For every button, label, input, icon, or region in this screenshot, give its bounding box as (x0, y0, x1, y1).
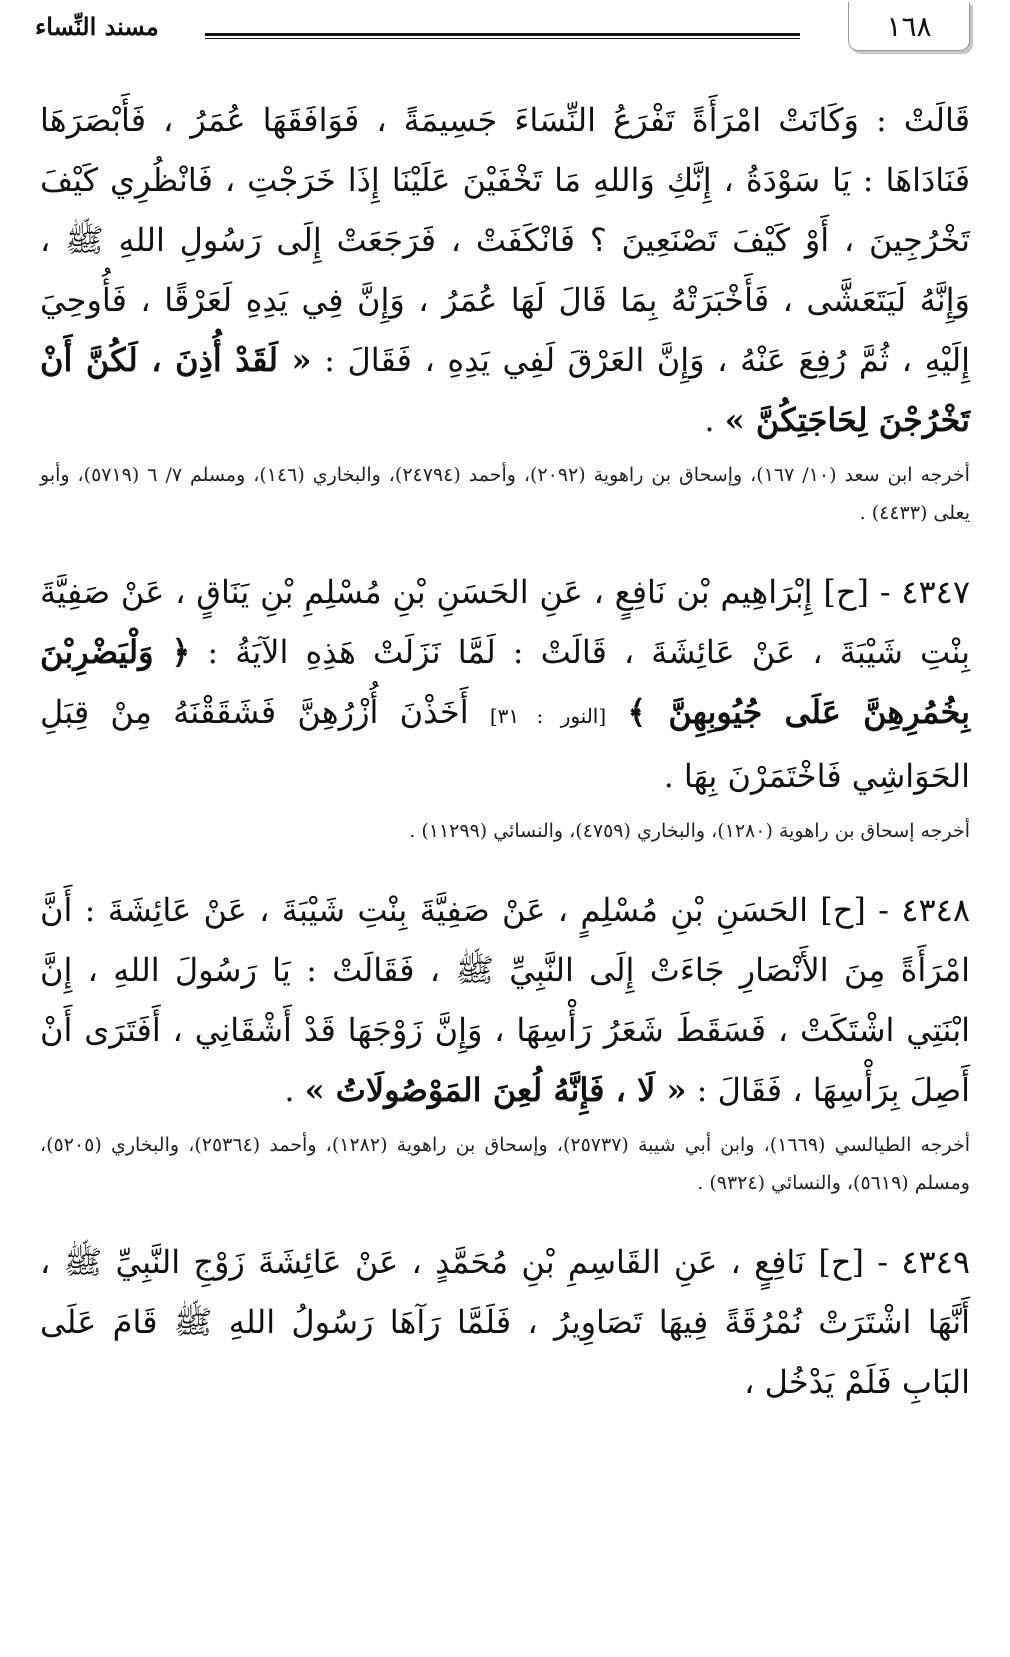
passage-end: . (704, 401, 715, 439)
hadith-number: ٤٣٤٧ - [ح] (823, 573, 971, 611)
page-number-tab (848, 2, 970, 51)
hadith-text-end: أَخَذْنَ أُزْرُهِنَّ فَشَقَقْنَهُ مِنْ قِبَلِ الحَوَاشِي فَاخْتَمَرْنَ بِهَا . (40, 693, 970, 795)
passage-continuation (40, 90, 970, 450)
verse-reference: [النور : ٣١] (489, 704, 607, 728)
hadith-4347 (40, 562, 970, 806)
hadith-text: نَافِعٍ ، عَنِ القَاسِمِ بْنِ مُحَمَّدٍ ، عَنْ عَائِشَةَ زَوْجِ النَّبِيِّ ﷺ ، أَنَّهَا اشْتَرَتْ نُمْرُقَةً فِيهَا تَصَاوِيرُ ، فَلَمَّا رَآهَا رَسُولُ اللهِ ﷺ قَامَ عَلَى البَابِ فَلَمْ يَدْخُل ، (40, 1243, 970, 1401)
hadith-text-end: . (284, 1071, 295, 1109)
page-number: ١٦٨ (886, 9, 932, 43)
page-header (0, 0, 1010, 70)
hadith-text: الحَسَنِ بْنِ مُسْلِمٍ ، عَنْ صَفِيَّةَ بِنْتِ شَيْبَةَ ، عَنْ عَائِشَةَ : أَنَّ امْرَأَةً مِنَ الأَنْصَارِ جَاءَتْ إِلَى النَّبِيِّ ﷺ ، فَقَالَتْ : يَا رَسُولَ اللهِ ، إِنَّ ابْنَتِي اشْتَكَتْ ، فَسَقَطَ شَعَرُ رَأْسِهَا ، وَإِنَّ زَوْجَهَا قَدْ أَشْقَانِي ، أَفَتَرَى أَنْ أَصِلَ بِرَأْسِهَا ، فَقَالَ : (40, 891, 970, 1109)
hadith-number: ٤٣٤٨ - [ح] (820, 891, 971, 929)
hadith-text: إِبْرَاهِيم بْن نَافِعٍ ، عَنِ الحَسَنِ بْنِ مُسْلِمِ بْنِ يَنَاقٍ ، عَنْ صَفِيَّةَ بِنْتِ شَيْبَةَ ، عَنْ عَائِشَةَ ، قَالَتْ : لَمَّا نَزَلَتْ هَذِهِ الآيَةُ : (40, 573, 971, 671)
takhrij-note: أخرجه ابن سعد (١٠/ ١٦٧)، وإسحاق بن راهوية (٢٠٩٢)، وأحمد (٢٤٧٩٤)، والبخاري (١٤٦)، ومسلم ٧/ ٦ (٥٧١٩)، وأبو يعلى (٤٤٣٣) . (40, 464, 970, 524)
hadith-4349 (40, 1232, 970, 1412)
prophetic-quote: « لَقَدْ أُذِنَ ، لَكُنَّ أَنْ تَخْرُجْنَ لِحَاجَتِكُنَّ » (40, 341, 970, 439)
hadith-4348 (40, 880, 970, 1120)
hadith-number: ٤٣٤٩ - [ح] (818, 1243, 971, 1281)
header-rule (205, 33, 800, 36)
prophetic-quote: « لَا ، فَإِنَّهُ لُعِنَ المَوْصُولَاتُ » (304, 1071, 687, 1109)
takhrij-note: أخرجه الطيالسي (١٦٦٩)، وابن أبي شيبة (٢٥٧٣٧)، وإسحاق بن راهوية (١٢٨٢)، وأحمد (٢٥٣٦٤)، والبخاري (٥٢٠٥)، ومسلم (٥٦١٩)، والنسائي (٩٣٢٤) . (40, 1134, 970, 1194)
running-title: مسند النِّساء (35, 12, 159, 41)
quran-verse: ﴿ وَلْيَضْرِبْنَ بِخُمُرِهِنَّ عَلَى جُيُوبِهِنَّ ﴾ (40, 633, 971, 731)
page-body (40, 90, 970, 1412)
takhrij-note: أخرجه إسحاق بن راهوية (١٢٨٠)، والبخاري (٤٧٥٩)، والنسائي (١١٢٩٩) . (409, 820, 970, 842)
passage-text: قَالَتْ : وَكَانَتْ امْرَأَةً تَفْرَعُ النِّسَاءَ جَسِيمَةً ، فَوَافَقَهَا عُمَرُ ، فَأَبْصَرَهَا فَنَادَاهَا : يَا سَوْدَةُ ، إِنَّكِ وَاللهِ مَا تَخْفَيْنَ عَلَيْنَا إِذَا خَرَجْتِ ، فَانْظُرِي كَيْفَ تَخْرُجِينَ ، أَوْ كَيْفَ تَصْنَعِينَ ؟ فَانْكَفَتْ ، فَرَجَعَتْ إِلَى رَسُولِ اللهِ ﷺ ، وَإِنَّهُ لَيَتَعَشَّى ، فَأَخْبَرَتْهُ بِمَا قَالَ لَهَا عُمَرُ ، وَإِنَّ فِي يَدِهِ لَعَرْقًا ، فَأُوحِيَ إِلَيْهِ ، ثُمَّ رُفِعَ عَنْهُ ، وَإِنَّ العَرْقَ لَفِي يَدِهِ ، فَقَالَ : (40, 101, 971, 379)
